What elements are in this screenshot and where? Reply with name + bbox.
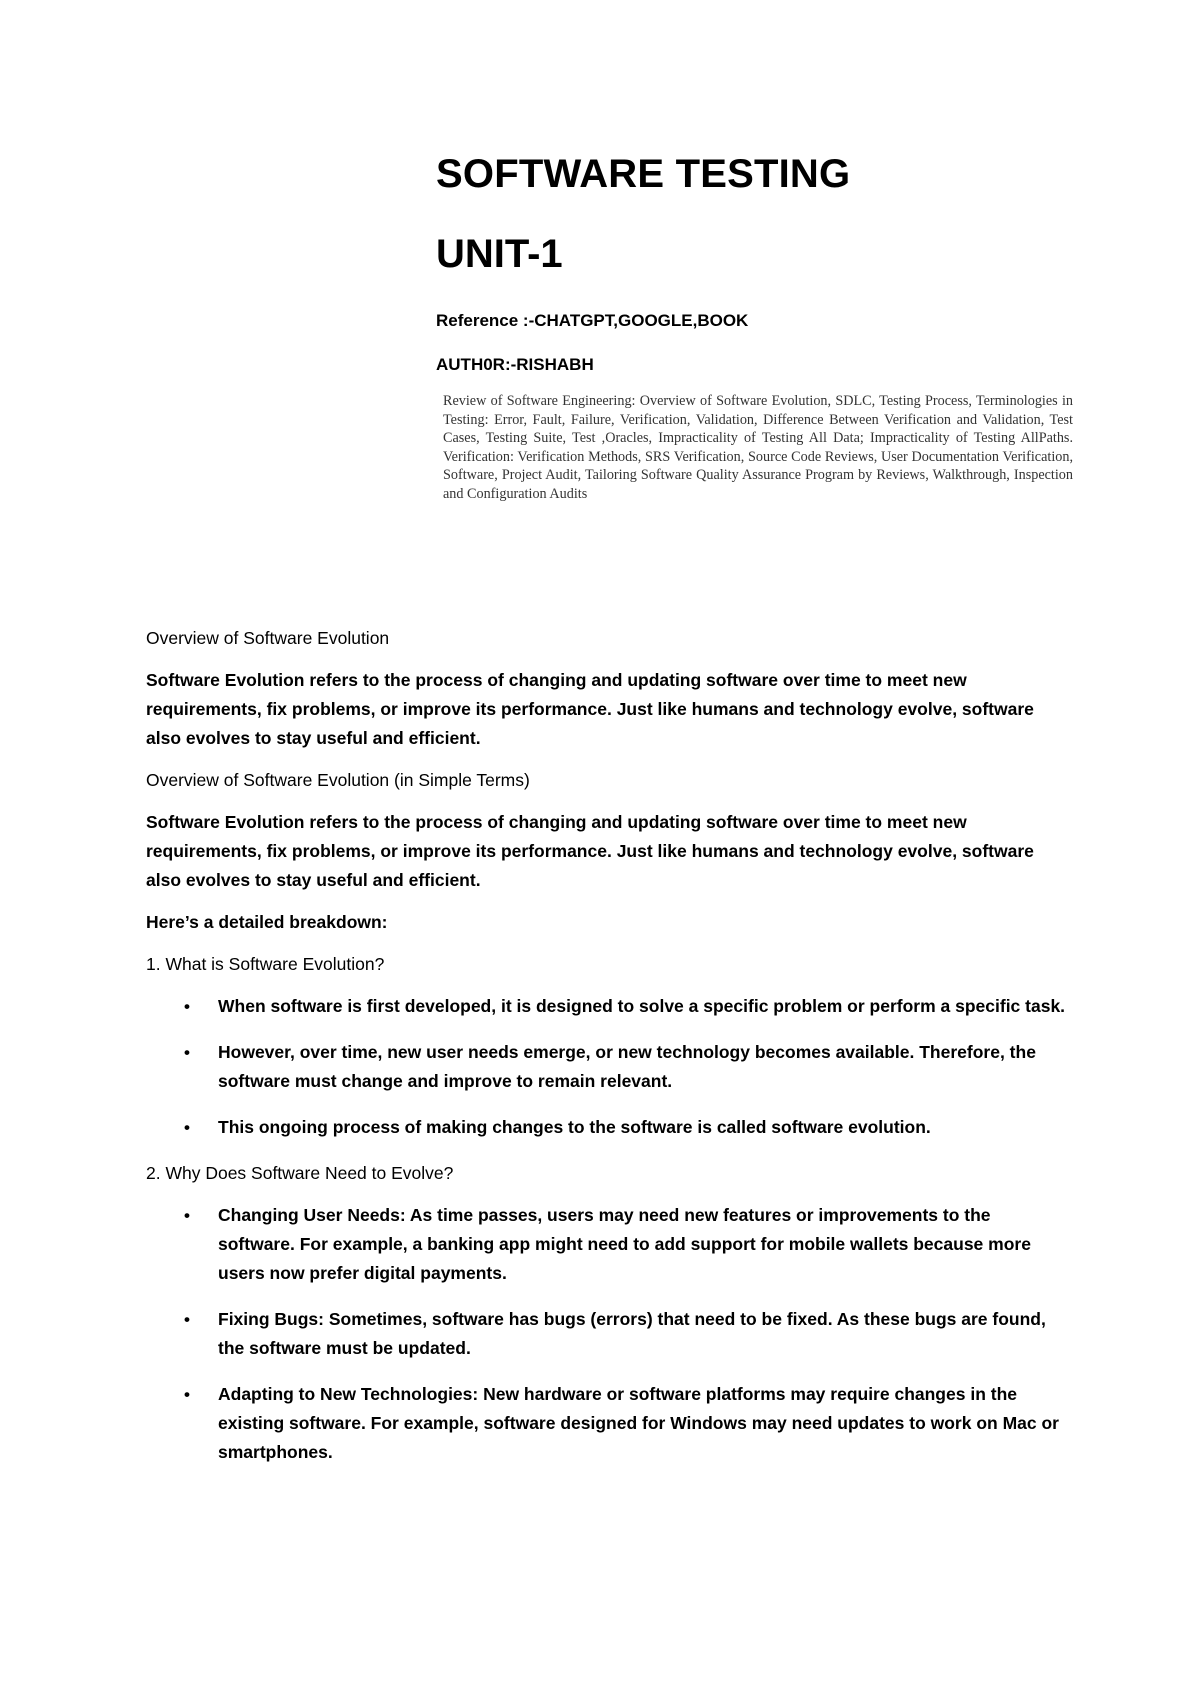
list-item (146, 1113, 1066, 1142)
bullet-list-why-evolve (146, 1201, 1066, 1467)
list-item (146, 992, 1066, 1021)
section-heading-what-is: 1. What is Software Evolution? (146, 954, 385, 974)
bullet-list-what-is (146, 992, 1066, 1142)
paragraph-overview: Software Evolution refers to the process of changing and updating software over time to meet new requirements, fix problems, or improve its performance. Just like humans and technology evolve, software also evolves to stay useful and efficient. (146, 670, 1034, 748)
list-item (146, 1038, 1066, 1096)
bullet-icon: • (184, 997, 190, 1016)
bullet-icon: • (184, 1206, 190, 1225)
document-title: SOFTWARE TESTING (436, 152, 851, 196)
bullet-icon: • (184, 1118, 190, 1137)
reference-line: Reference :-CHATGPT,GOOGLE,BOOK (436, 311, 749, 330)
document-body (146, 624, 1066, 1484)
unit-heading: UNIT-1 (436, 232, 563, 276)
list-item-text: When software is first developed, it is designed to solve a specific problem or perform a specific task. (218, 996, 1066, 1016)
bullet-icon: • (184, 1310, 190, 1329)
list-item (146, 1305, 1066, 1363)
list-item-text: Changing User Needs: As time passes, users may need new features or improvements to the software. For example, a banking app might need to add support for mobile wallets because more users now prefer digital payments. (218, 1205, 1031, 1283)
breakdown-intro: Here’s a detailed breakdown: (146, 912, 388, 932)
paragraph-simple-terms: Software Evolution refers to the process of changing and updating software over time to meet new requirements, fix problems, or improve its performance. Just like humans and technology evolve, software also evolves to stay useful and efficient. (146, 812, 1034, 890)
section-heading-simple-terms: Overview of Software Evolution (in Simple Terms) (146, 770, 530, 790)
list-item-text: This ongoing process of making changes to the software is called software evolution. (218, 1117, 931, 1137)
section-heading-overview: Overview of Software Evolution (146, 628, 390, 648)
bullet-icon: • (184, 1043, 190, 1062)
list-item (146, 1201, 1066, 1288)
list-item-text: Fixing Bugs: Sometimes, software has bugs (errors) that need to be fixed. As these bugs are found, the software must be updated. (218, 1309, 1046, 1358)
list-item-text: Adapting to New Technologies: New hardware or software platforms may require changes in the existing software. For example, software designed for Windows may need updates to work on Mac or smartphones. (218, 1384, 1059, 1462)
list-item (146, 1380, 1066, 1467)
section-heading-why-evolve: 2. Why Does Software Need to Evolve? (146, 1163, 454, 1183)
syllabus-excerpt: Review of Software Engineering: Overview of Software Evolution, SDLC, Testing Process, Terminologies in Testing: Error, Fault, Failure, Verification, Validation, Difference Between Verification and Validation, Test Cases, Testing Suite, Test ,Oracles, Impracticality of Testing All Data; Impracticality of Testing AllPaths. Verification: Verification Methods, SRS Verification, Source Code Reviews, User Documentation Verification, Software, Project Audit, Tailoring Software Quality Assurance Program by Reviews, Walkthrough, Inspection and Configuration Audits (443, 393, 1073, 502)
document-header (436, 148, 1076, 376)
list-item-text: However, over time, new user needs emerge, or new technology becomes available. Therefore, the software must change and improve to remain relevant. (218, 1042, 1036, 1091)
author-line: AUTH0R:-RISHABH (436, 355, 594, 374)
bullet-icon: • (184, 1385, 190, 1404)
